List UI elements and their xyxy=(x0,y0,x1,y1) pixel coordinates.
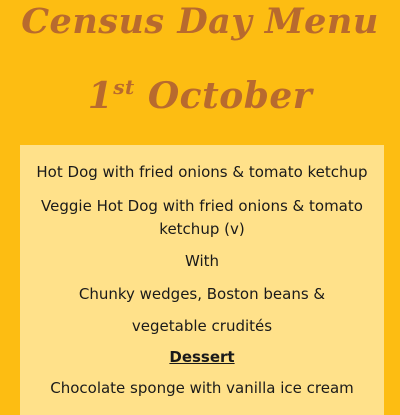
menu-item-veggie-hot-dog-line-2: ketchup (v) xyxy=(159,220,245,238)
menu-item-hot-dog: Hot Dog with fried onions & tomato ketchup xyxy=(36,163,368,181)
menu-with-label: With xyxy=(184,252,220,270)
menu-sides-line-1: Chunky wedges, Boston beans & xyxy=(78,285,326,303)
menu-date xyxy=(0,75,400,117)
menu-item-veggie-hot-dog-line-1: Veggie Hot Dog with fried onions & tomato xyxy=(41,197,363,215)
menu-sides-line-2: vegetable crudités xyxy=(131,317,273,335)
dessert-heading: Dessert xyxy=(169,348,235,366)
menu-item-dessert: Chocolate sponge with vanilla ice cream xyxy=(50,379,354,397)
menu-title: Census Day Menu xyxy=(21,1,379,42)
date-number: 1 xyxy=(87,75,114,117)
date-month: October xyxy=(147,75,313,117)
menu-card xyxy=(20,145,384,415)
date-suffix: st xyxy=(113,75,135,99)
